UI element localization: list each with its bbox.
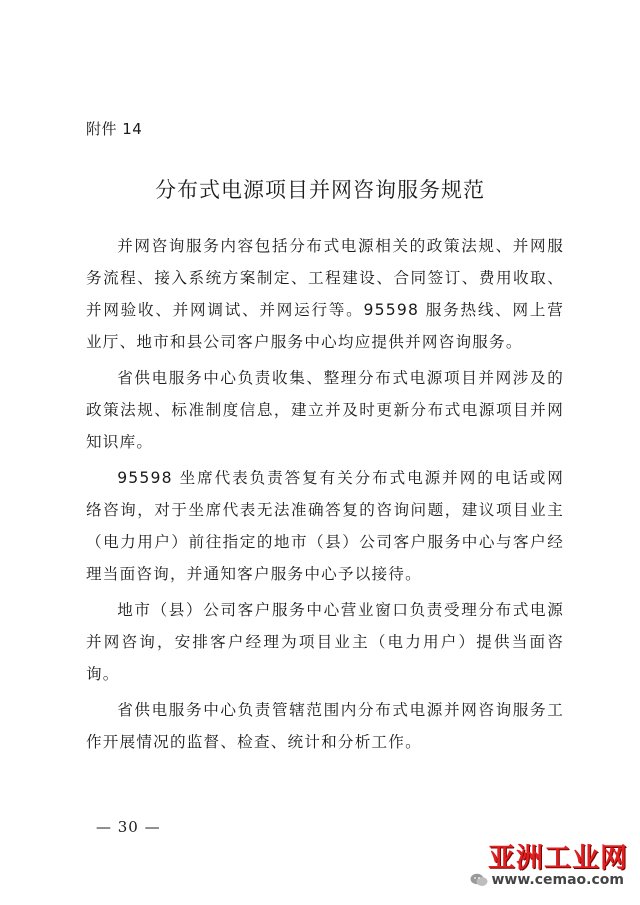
wechat-icon bbox=[470, 873, 488, 887]
document-title: 分布式电源项目并网咨询服务规范 bbox=[155, 178, 485, 202]
paragraph: 地市（县）公司客户服务中心营业窗口负责受理分布式电源并网咨询，安排客户经理为项目业主（电力用户）提供当面咨询。 bbox=[86, 601, 564, 683]
watermark bbox=[458, 836, 628, 894]
paragraph: 省供电服务中心负责管辖范围内分布式电源并网咨询服务工作开展情况的监督、检查、统计和分析工作。 bbox=[86, 701, 564, 751]
paragraph: 95598 坐席代表负责答复有关分布式电源并网的电话或网络咨询，对于坐席代表无法准确答复的咨询问题，建议项目业主（电力用户）前往指定的地市（县）公司客户服务中心与客户经理当面咨询，并通知客户服务中心予以接待。 bbox=[86, 469, 564, 583]
watermark-subtitle-row bbox=[470, 872, 625, 888]
document-body bbox=[86, 230, 564, 762]
paragraph: 省供电服务中心负责收集、整理分布式电源项目并网涉及的政策法规、标准制度信息，建立并及时更新分布式电源项目并网知识库。 bbox=[86, 369, 564, 451]
attachment-label: 附件 14 bbox=[86, 120, 143, 138]
watermark-url: www.cemao.com bbox=[491, 872, 624, 888]
paragraph: 并网咨询服务内容包括分布式电源相关的政策法规、并网服务流程、接入系统方案制定、工程建设、合同签订、费用收取、并网验收、并网调试、并网运行等。95598 服务热线、网上营业厅、地市和县公司客户服务中心均应提供并网咨询服务。 bbox=[86, 237, 564, 351]
page-number: — 30 — bbox=[96, 818, 161, 836]
watermark-title: 亚洲工业网 bbox=[488, 843, 628, 874]
